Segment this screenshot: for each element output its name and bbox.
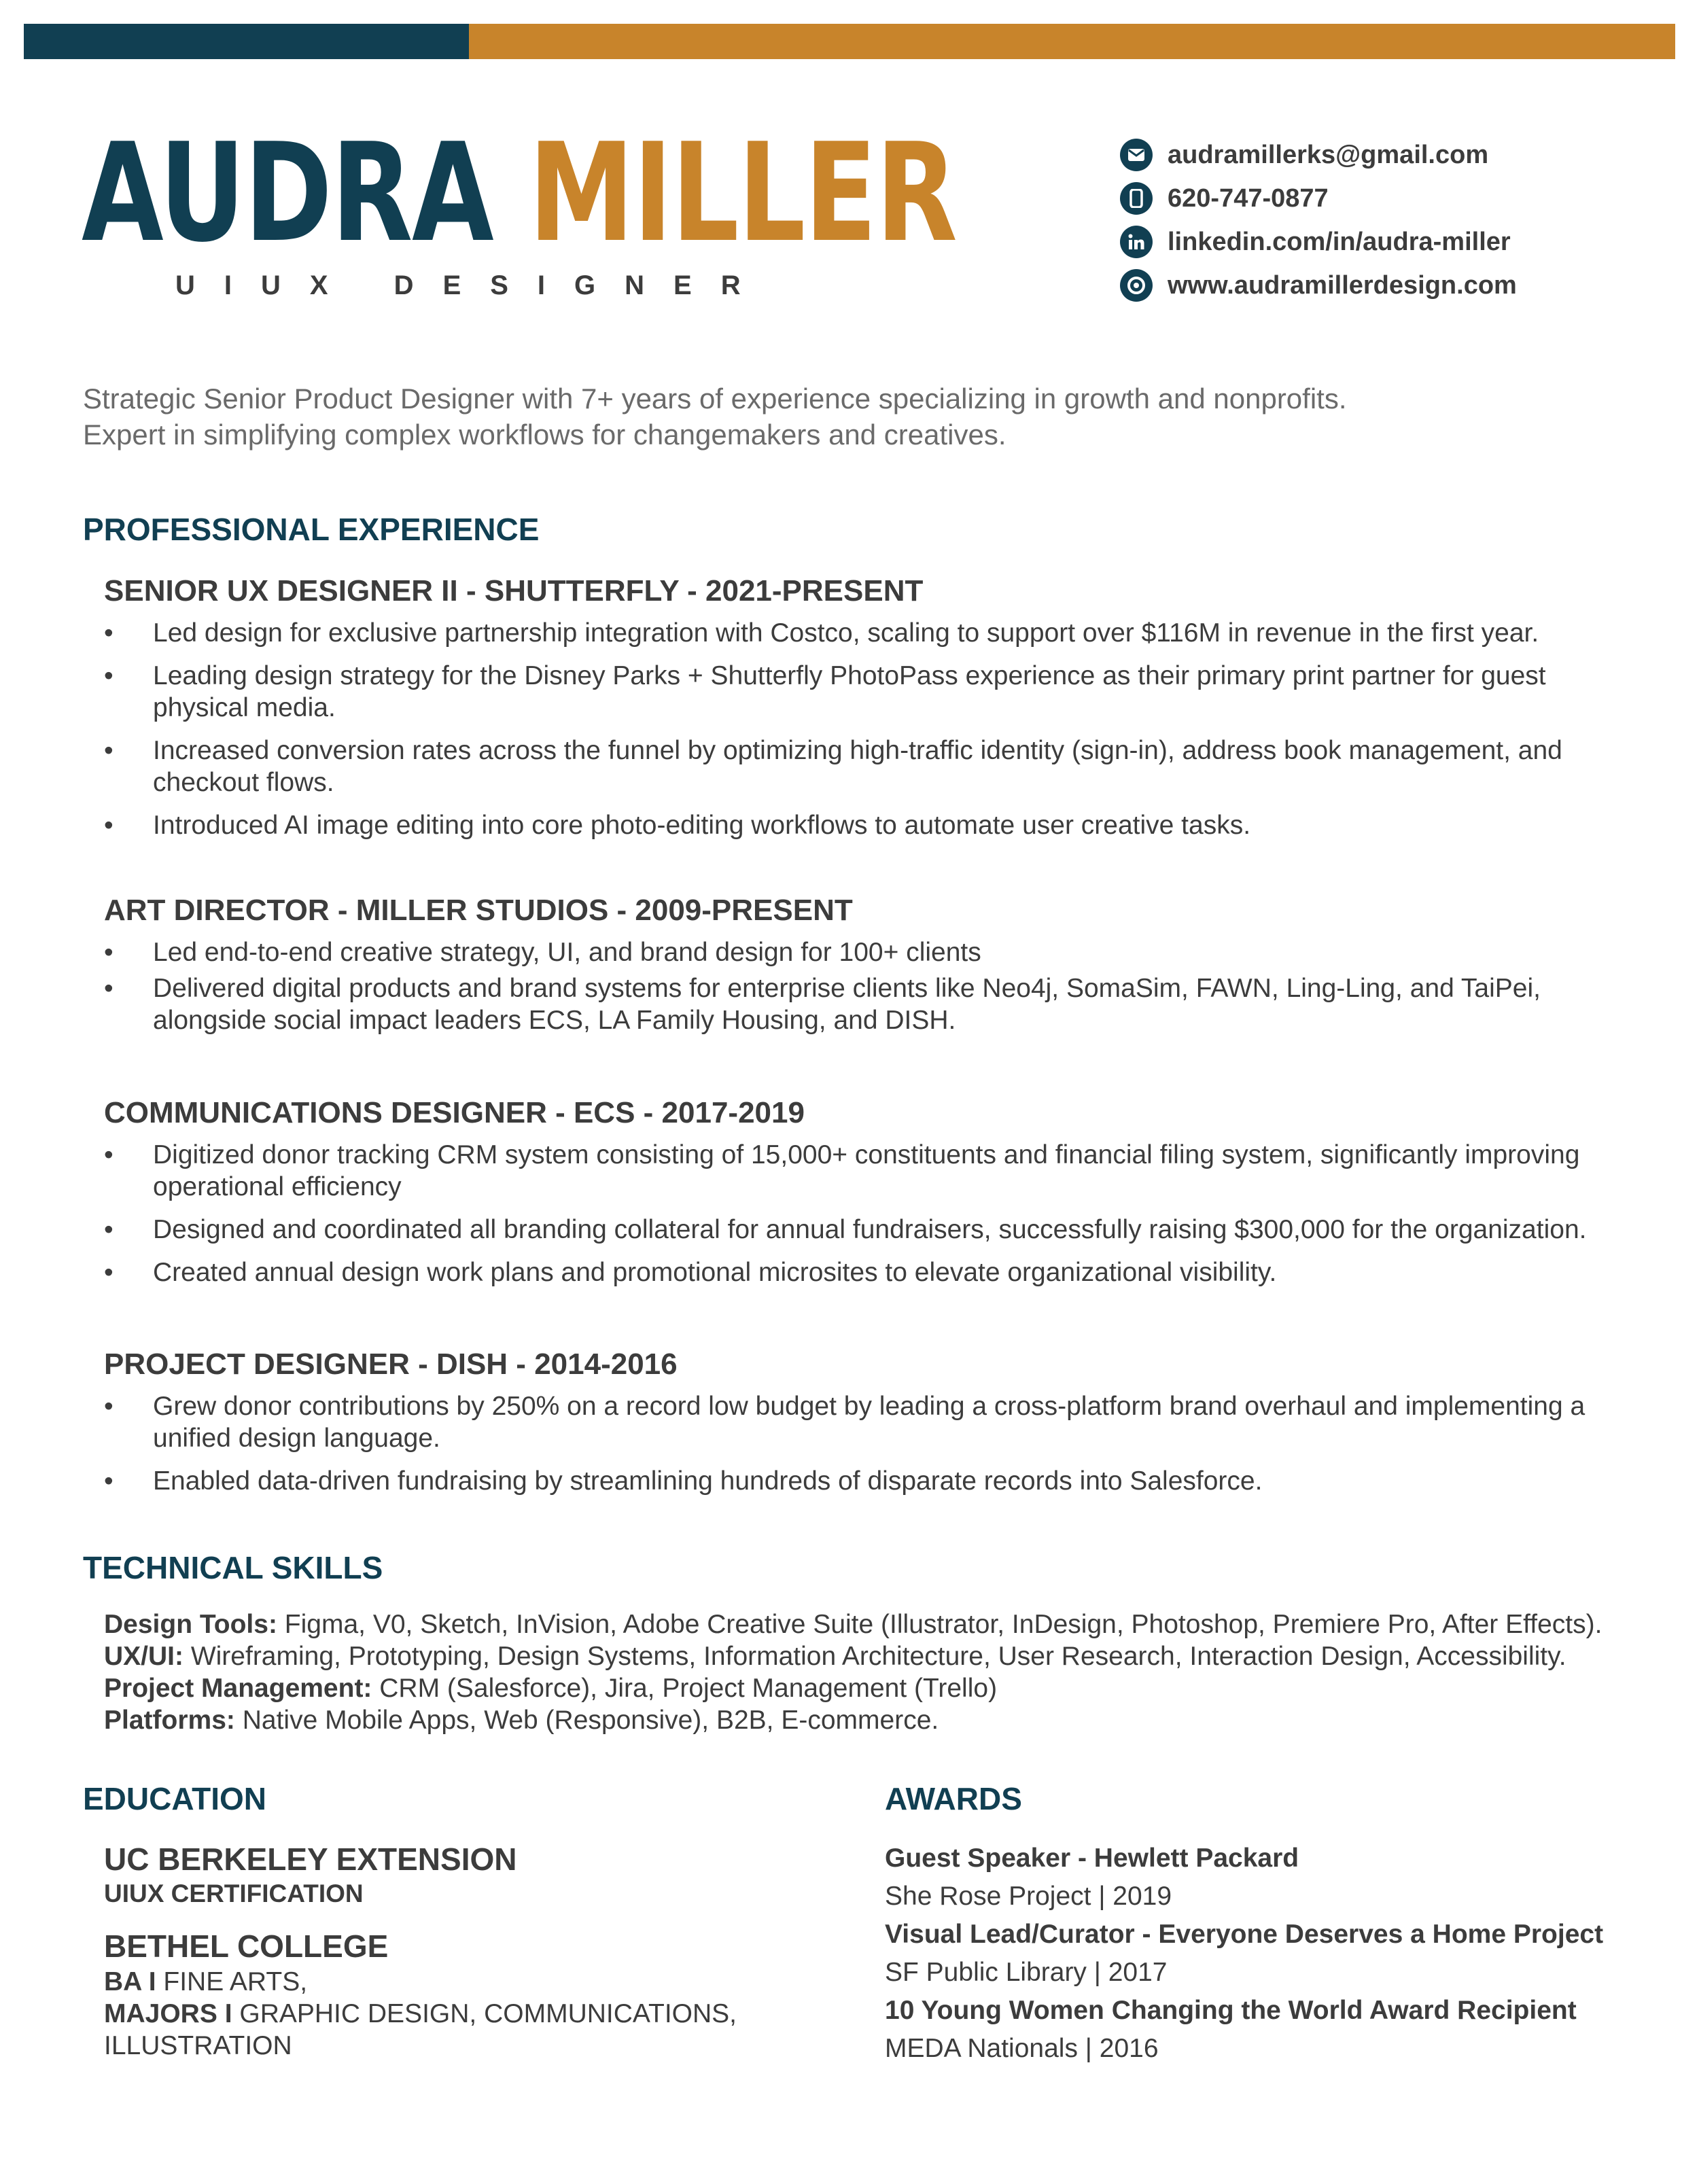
majors-line-2: ILLUSTRATION	[104, 2031, 292, 2060]
skill-row	[104, 1640, 1640, 1672]
job-title: ART DIRECTOR - MILLER STUDIOS - 2009-PRESENT	[104, 894, 853, 927]
phone-icon	[1120, 182, 1153, 215]
summary-line: Expert in simplifying complex workflows for changemakers and creatives.	[83, 419, 1006, 451]
skill-row	[104, 1608, 1640, 1640]
award-title: Guest Speaker - Hewlett Packard	[885, 1844, 1299, 1873]
contact-list	[1120, 133, 1517, 307]
education-bethel	[104, 1926, 852, 2062]
job-bullet: • Led end-to-end creative strategy, UI, and brand design for 100+ clients	[104, 936, 1619, 968]
job-bullet: • Led design for exclusive partnership integration with Costco, scaling to support over $116M in revenue in the first year.	[104, 617, 1619, 649]
majors-line	[104, 1998, 852, 2030]
degree-value: FINE ARTS,	[156, 1967, 308, 1996]
job-dish	[104, 1344, 1619, 1508]
job-bullet: • Grew donor contributions by 250% on a record low budget by leading a cross-platform brand overhaul and implementing a unified design language.	[104, 1390, 1619, 1454]
education-heading: EDUCATION	[83, 1781, 267, 1816]
first-name: AUDRA	[82, 114, 493, 272]
contact-website-text: www.audramillerdesign.com	[1168, 270, 1517, 300]
skill-row	[104, 1672, 1640, 1704]
degree-line	[104, 1966, 852, 1998]
job-shutterfly	[104, 571, 1619, 852]
majors-label: MAJORS I	[104, 1999, 232, 2028]
job-bullet: • Created annual design work plans and promotional microsites to elevate organizational visibility.	[104, 1256, 1619, 1288]
awards-list	[885, 1839, 1666, 2068]
job-role: UIUX DESIGNER	[175, 270, 770, 300]
award-detail: SF Public Library | 2017	[885, 1958, 1168, 1987]
skill-label: Platforms:	[104, 1706, 235, 1735]
skill-value: Wireframing, Prototyping, Design Systems, Information Architecture, User Research, Interaction Design, Accessibility.	[183, 1642, 1566, 1671]
skill-value: CRM (Salesforce), Jira, Project Management (Trello)	[372, 1674, 998, 1703]
header-bar-gold	[469, 24, 1675, 59]
education-berkeley	[104, 1839, 852, 1909]
skill-label: UX/UI:	[104, 1642, 183, 1671]
job-bullet: • Delivered digital products and brand systems for enterprise clients like Neo4j, SomaSim, FAWN, Ling-Ling, and TaiPei, alongside social impact leaders ECS, LA Family Housing, and DISH.	[104, 972, 1619, 1036]
summary-line: Strategic Senior Product Designer with 7+ years of experience specializing in growth and nonprofits.	[83, 383, 1347, 415]
school-name: BETHEL COLLEGE	[104, 1928, 389, 1964]
last-name: MILLER	[528, 114, 957, 272]
job-title: SENIOR UX DESIGNER II - SHUTTERFLY - 2021-PRESENT	[104, 574, 924, 607]
job-bullet: • Introduced AI image editing into core photo-editing workflows to automate user creative tasks.	[104, 809, 1619, 841]
skill-value: Figma, V0, Sketch, InVision, Adobe Creative Suite (Illustrator, InDesign, Photoshop, Premiere Pro, After Effects).	[277, 1610, 1602, 1639]
skills-list	[104, 1608, 1640, 1736]
skills-heading: TECHNICAL SKILLS	[83, 1550, 383, 1585]
job-bullet: • Increased conversion rates across the funnel by optimizing high-traffic identity (sign-in), address book management, and checkout flows.	[104, 735, 1619, 798]
job-miller-studios	[104, 890, 1619, 1040]
contact-email[interactable]	[1120, 133, 1517, 177]
job-bullets	[104, 1390, 1619, 1497]
skill-value: Native Mobile Apps, Web (Responsive), B2B, E-commerce.	[234, 1706, 939, 1735]
award-detail: She Rose Project | 2019	[885, 1882, 1172, 1911]
candidate-name	[82, 114, 957, 272]
award-title: Visual Lead/Curator - Everyone Deserves a Home Project	[885, 1920, 1604, 1949]
header-bar-teal	[24, 24, 469, 59]
job-bullets	[104, 936, 1619, 1036]
job-bullet: • Digitized donor tracking CRM system consisting of 15,000+ constituents and financial filing system, significantly improving operational efficiency	[104, 1139, 1619, 1203]
job-title: COMMUNICATIONS DESIGNER - ECS - 2017-2019	[104, 1096, 805, 1129]
degree-label: BA I	[104, 1967, 156, 1996]
skill-label: Project Management:	[104, 1674, 372, 1703]
contact-linkedin[interactable]	[1120, 220, 1517, 264]
contact-linkedin-text: linkedin.com/in/audra-miller	[1168, 227, 1511, 256]
job-title: PROJECT DESIGNER - DISH - 2014-2016	[104, 1348, 678, 1381]
job-bullet: • Designed and coordinated all branding collateral for annual fundraisers, successfully raising $300,000 for the organization.	[104, 1214, 1619, 1246]
award-detail: MEDA Nationals | 2016	[885, 2034, 1159, 2063]
skill-label: Design Tools:	[104, 1610, 277, 1639]
school-detail: UIUX CERTIFICATION	[104, 1880, 364, 1907]
awards-heading: AWARDS	[885, 1781, 1022, 1816]
job-bullet: • Enabled data-driven fundraising by streamlining hundreds of disparate records into Salesforce.	[104, 1465, 1619, 1497]
linkedin-icon	[1120, 226, 1153, 258]
school-name: UC BERKELEY EXTENSION	[104, 1842, 517, 1877]
job-bullets	[104, 617, 1619, 841]
contact-email-text: audramillerks@gmail.com	[1168, 140, 1489, 169]
website-icon	[1120, 269, 1153, 302]
majors-value: GRAPHIC DESIGN, COMMUNICATIONS,	[232, 1999, 737, 2028]
email-icon	[1120, 139, 1153, 171]
contact-phone[interactable]	[1120, 177, 1517, 220]
summary	[83, 381, 1619, 453]
contact-website[interactable]	[1120, 264, 1517, 307]
contact-phone-text: 620-747-0877	[1168, 183, 1329, 213]
skill-row	[104, 1704, 1640, 1736]
job-bullet: • Leading design strategy for the Disney Parks + Shutterfly PhotoPass experience as their primary print partner for guest physical media.	[104, 660, 1619, 724]
experience-heading: PROFESSIONAL EXPERIENCE	[83, 512, 540, 547]
award-title: 10 Young Women Changing the World Award Recipient	[885, 1996, 1577, 2025]
job-ecs	[104, 1093, 1619, 1299]
job-bullets	[104, 1139, 1619, 1288]
